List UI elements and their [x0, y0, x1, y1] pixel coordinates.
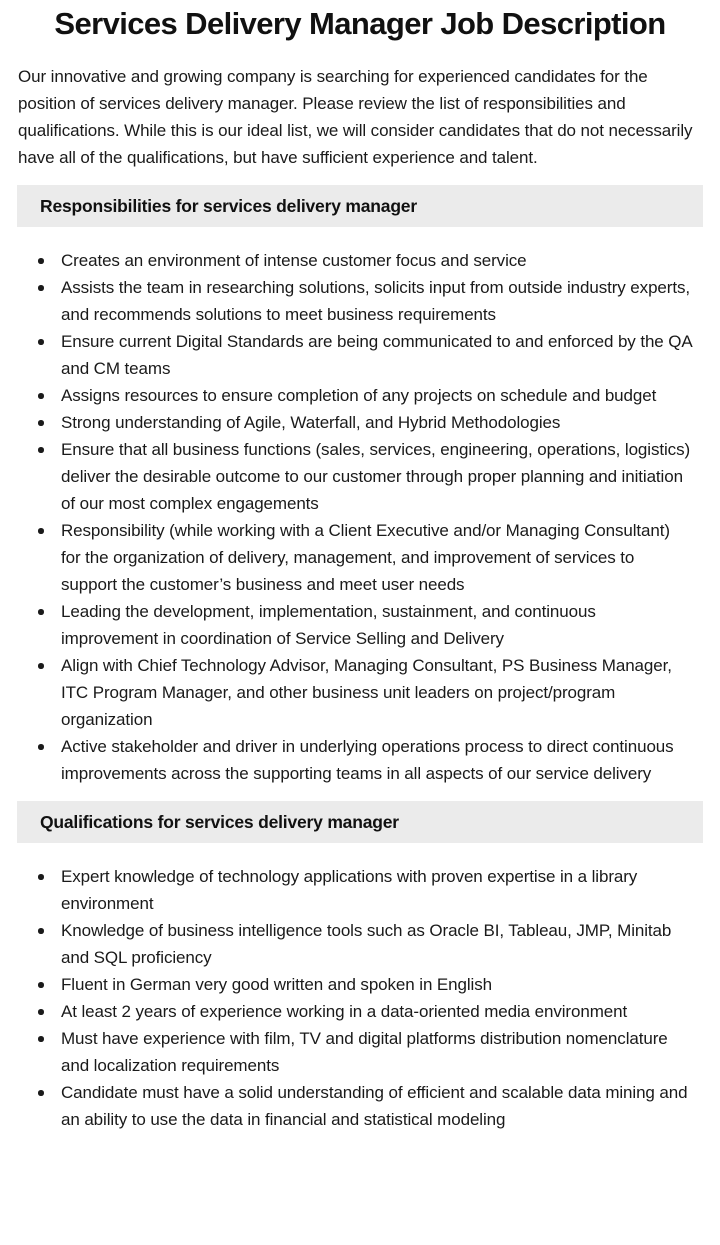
- responsibilities-heading: Responsibilities for services delivery manager: [40, 195, 417, 216]
- list-item: Assists the team in researching solutions, solicits input from outside industry experts, and recommends solutions to meet business requirements: [61, 274, 694, 328]
- qualifications-heading: Qualifications for services delivery manager: [40, 811, 399, 832]
- list-item: Strong understanding of Agile, Waterfall, and Hybrid Methodologies: [61, 409, 694, 436]
- list-item: Fluent in German very good written and spoken in English: [61, 971, 694, 998]
- qualifications-list: [0, 863, 694, 1133]
- page-title: Services Delivery Manager Job Description: [54, 6, 666, 41]
- qualifications-section-header: [17, 801, 703, 843]
- list-item: Align with Chief Technology Advisor, Managing Consultant, PS Business Manager, ITC Program Manager, and other business unit leaders on project/program organization: [61, 652, 694, 733]
- responsibilities-section-header: [17, 185, 703, 227]
- list-item: Ensure current Digital Standards are being communicated to and enforced by the QA and CM teams: [61, 328, 694, 382]
- list-item: Creates an environment of intense customer focus and service: [61, 247, 694, 274]
- responsibilities-list: [0, 247, 694, 787]
- list-item: Ensure that all business functions (sales, services, engineering, operations, logistics) deliver the desirable outcome to our customer through proper planning and initiation of our most complex engagements: [61, 436, 694, 517]
- list-item: Candidate must have a solid understanding of efficient and scalable data mining and an ability to use the data in financial and statistical modeling: [61, 1079, 694, 1133]
- intro-paragraph: Our innovative and growing company is searching for experienced candidates for the position of services delivery manager. Please review the list of responsibilities and qualifications. While this is our ideal list, we will consider candidates that do not necessarily have all of the qualifications, but have sufficient experience and talent.: [18, 67, 693, 167]
- list-item: Responsibility (while working with a Client Executive and/or Managing Consultant) for the organization of delivery, management, and improvement of services to support the customer’s business and meet user needs: [61, 517, 694, 598]
- list-item: Active stakeholder and driver in underlying operations process to direct continuous improvements across the supporting teams in all aspects of our service delivery: [61, 733, 694, 787]
- list-item: Must have experience with film, TV and digital platforms distribution nomenclature and localization requirements: [61, 1025, 694, 1079]
- list-item: Leading the development, implementation, sustainment, and continuous improvement in coordination of Service Selling and Delivery: [61, 598, 694, 652]
- list-item: At least 2 years of experience working in a data-oriented media environment: [61, 998, 694, 1025]
- list-item: Assigns resources to ensure completion of any projects on schedule and budget: [61, 382, 694, 409]
- list-item: Knowledge of business intelligence tools such as Oracle BI, Tableau, JMP, Minitab and SQL proficiency: [61, 917, 694, 971]
- list-item: Expert knowledge of technology applications with proven expertise in a library environment: [61, 863, 694, 917]
